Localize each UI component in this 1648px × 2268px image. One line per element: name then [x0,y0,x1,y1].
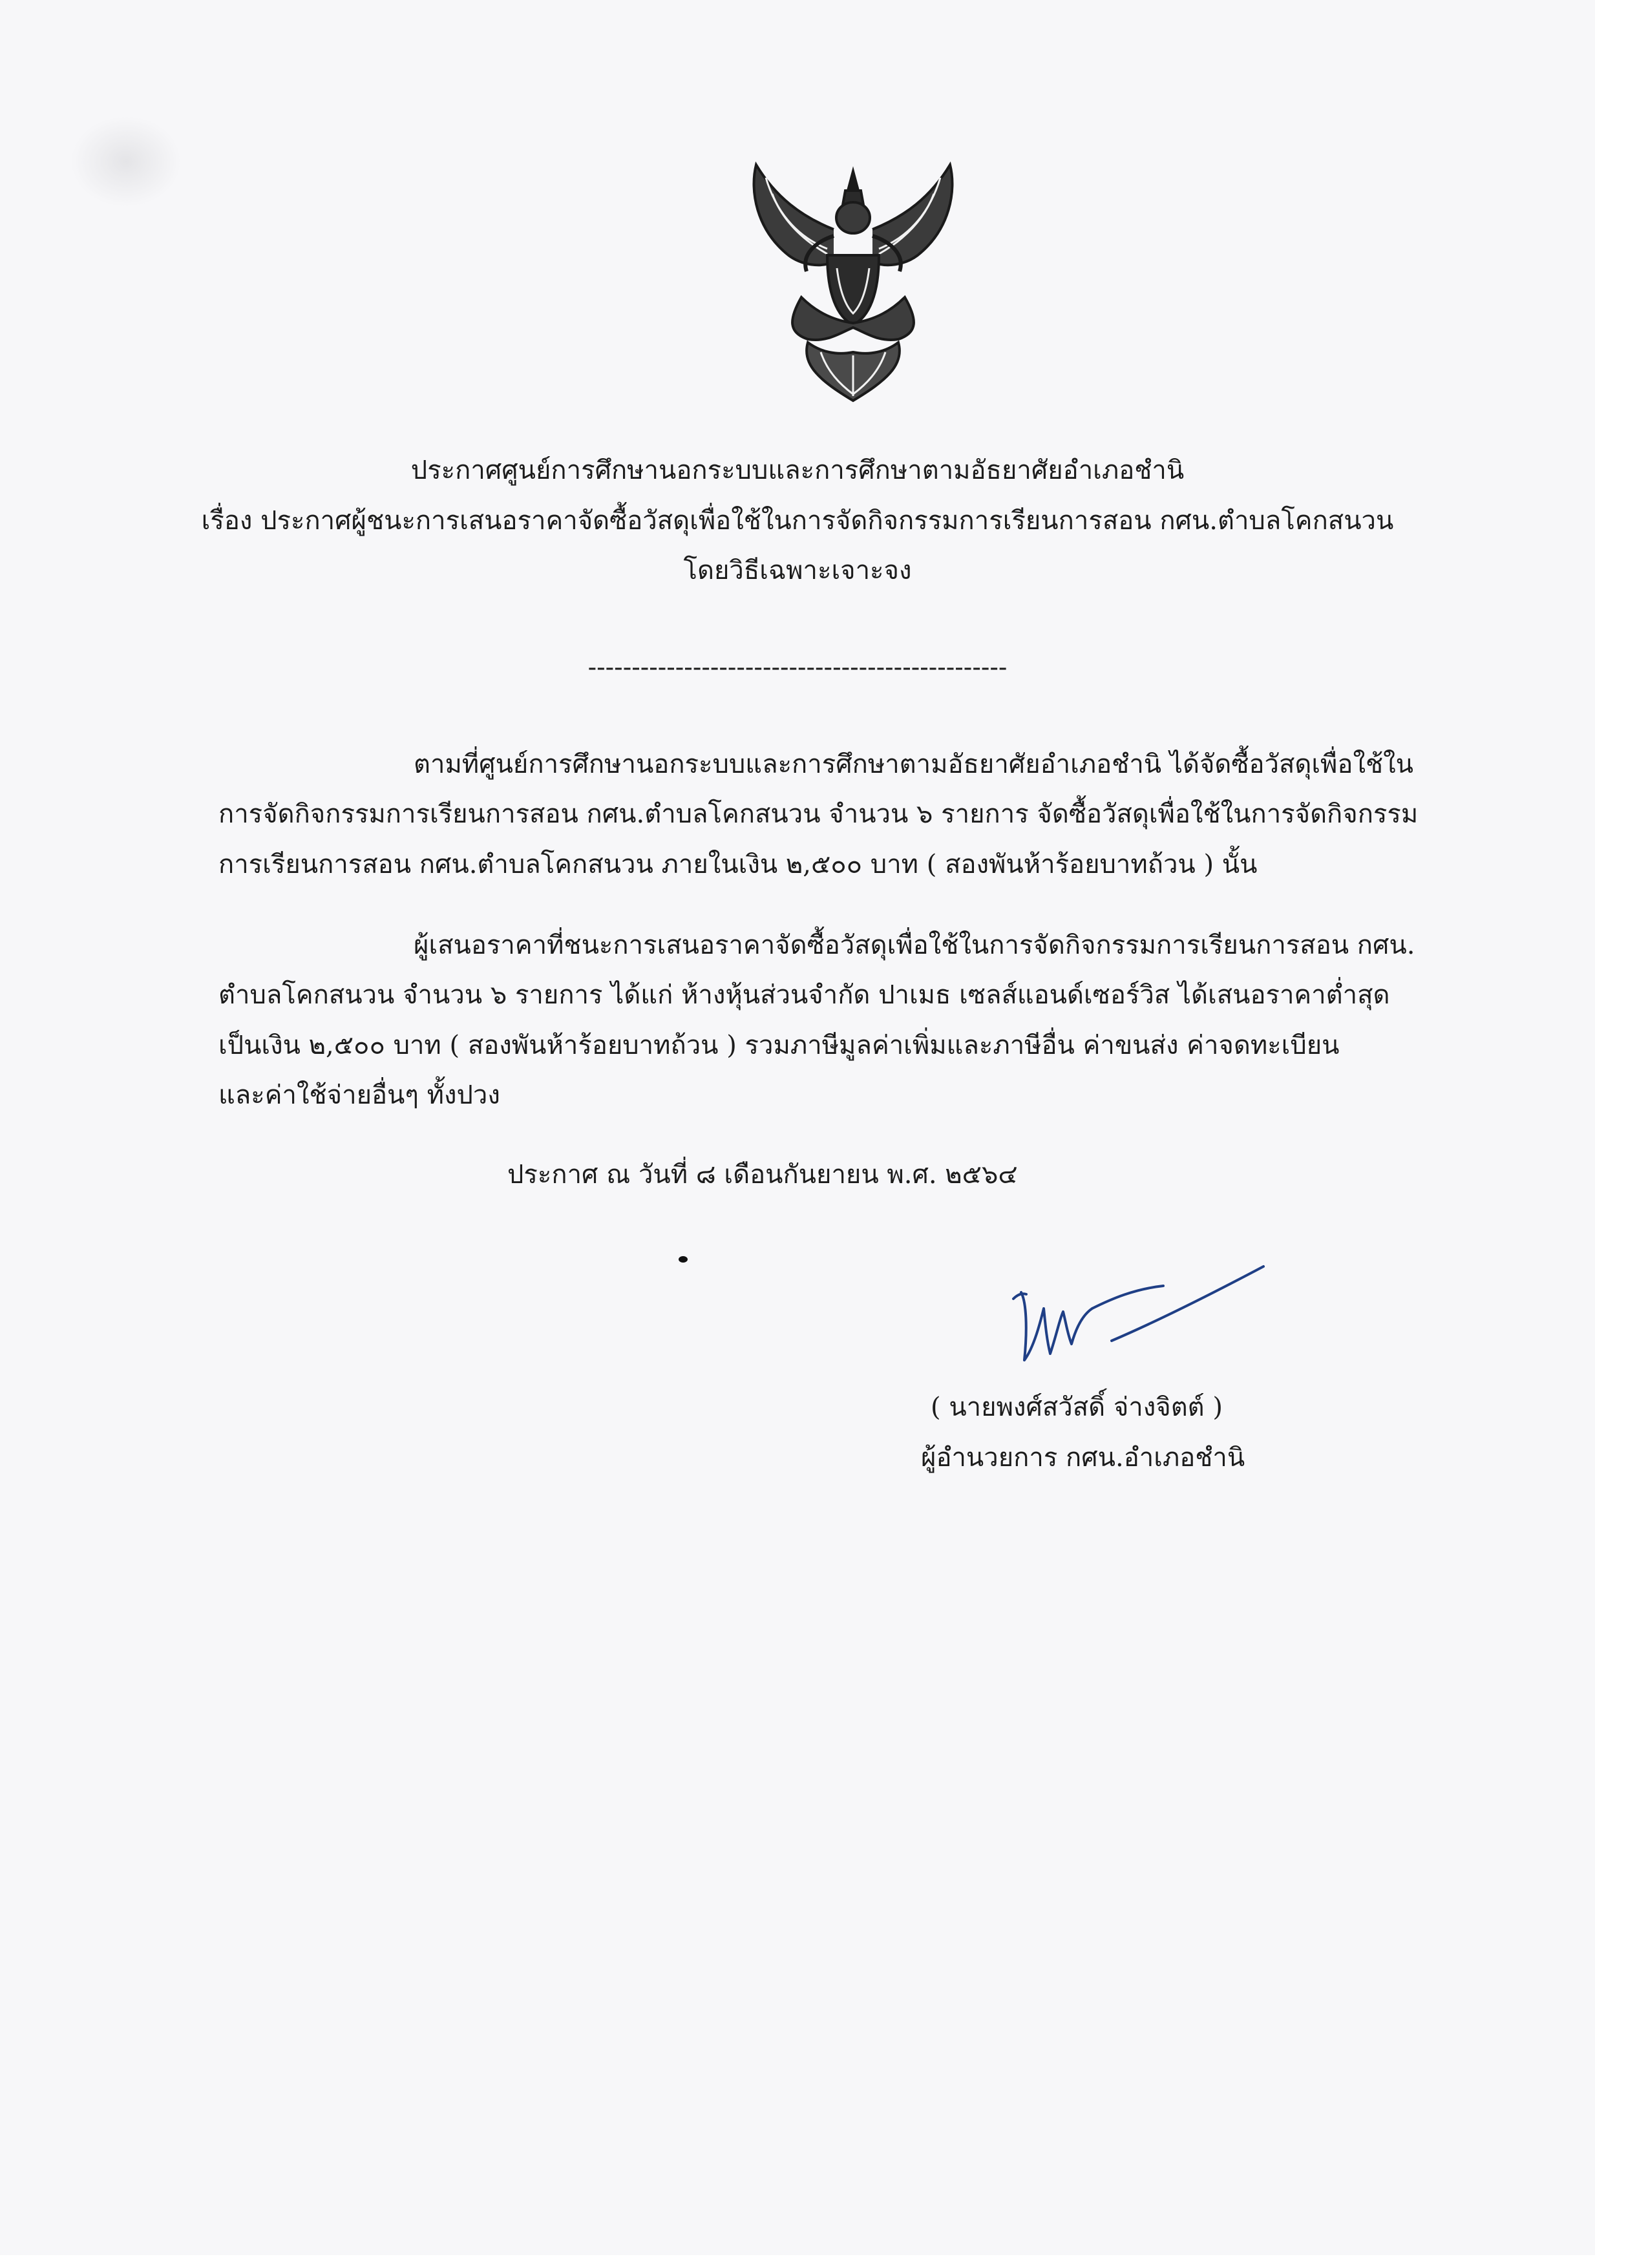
signer-name: ( นายพงศ์สวัสดิ์ จ่างจิตต์ ) [931,1392,1223,1422]
ink-dot [679,1256,688,1263]
scan-margin-right [1595,0,1648,2268]
procurement-method: โดยวิธีเฉพาะเจาะจง [683,556,912,585]
announcement-subject: เรื่อง ประกาศผู้ชนะการเสนอราคาจัดซื้อวัสดุเพื่อใช้ในการจัดกิจกรรมการเรียนการสอน กศน.ตำบลโคกสนวน [201,506,1394,536]
paragraph2-line2: ตำบลโคกสนวน จำนวน ๖ รายการ ได้แก่ ห้างหุ้นส่วนจำกัด ปาเมธ เซลส์แอนด์เซอร์วิส ได้เสนอราคาต่ำสุด [218,980,1390,1010]
paragraph2-line4: และค่าใช้จ่ายอื่นๆ ทั้งปวง [218,1080,500,1110]
paragraph1-line1: ตามที่ศูนย์การศึกษานอกระบบและการศึกษาตามอัธยาศัยอำเภอชำนิ ได้จัดซื้อวัสดุเพื่อใช้ใน [414,750,1413,779]
handwritten-signature [995,1257,1280,1380]
announcement-date: ประกาศ ณ วันที่ ๘ เดือนกันยายน พ.ศ. ๒๕๖๔ [507,1160,1018,1190]
paragraph2-line1: ผู้เสนอราคาที่ชนะการเสนอราคาจัดซื้อวัสดุเพื่อใช้ในการจัดกิจกรรมการเรียนการสอน กศน. [414,930,1415,960]
header-divider: ------------------------------------------------ [587,653,1008,682]
scan-smudge [71,116,181,207]
announcement-title: ประกาศศูนย์การศึกษานอกระบบและการศึกษาตามอัธยาศัยอำเภอชำนิ [410,456,1185,485]
signer-position: ผู้อำนวยการ กศน.อำเภอชำนิ [921,1443,1245,1473]
scan-margin-bottom [0,2255,1595,2268]
paragraph1-line3: การเรียนการสอน กศน.ตำบลโคกสนวน ภายในเงิน ๒,๕๐๐ บาท ( สองพันห้าร้อยบาทถ้วน ) นั้น [218,850,1258,879]
paragraph2-line3: เป็นเงิน ๒,๕๐๐ บาท ( สองพันห้าร้อยบาทถ้วน ) รวมภาษีมูลค่าเพิ่มและภาษีอื่น ค่าขนส่ง ค่าจดทะเบียน [218,1031,1340,1060]
paragraph1-line2: การจัดกิจกรรมการเรียนการสอน กศน.ตำบลโคกสนวน จำนวน ๖ รายการ จัดซื้อวัสดุเพื่อใช้ในการจัดกิจกรรม [218,799,1419,829]
garuda-emblem [730,158,976,407]
